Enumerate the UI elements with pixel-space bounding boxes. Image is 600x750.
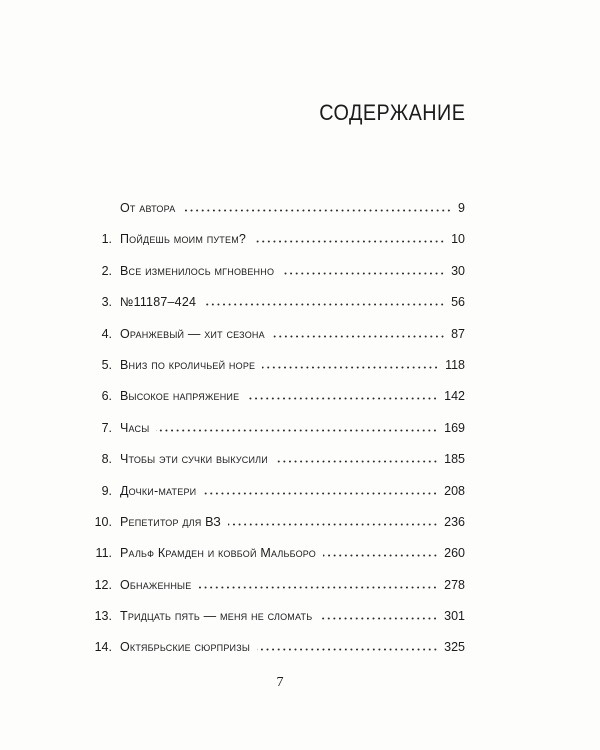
toc-entry (92, 381, 465, 412)
chapter-title: От автора (120, 201, 176, 215)
chapter-number: 11. (95, 546, 112, 561)
dot-leader (257, 648, 438, 651)
dot-leader (182, 209, 452, 212)
chapter-page: 142 (444, 389, 465, 404)
chapter-page: 208 (444, 483, 465, 498)
dot-leader (203, 492, 438, 495)
toc-entry (92, 444, 465, 475)
chapter-title: Часы (120, 420, 150, 435)
chapter-title: Репетитор для ВЗ (120, 514, 221, 529)
chapter-number: 12. (94, 577, 112, 592)
page-number: 7 (276, 675, 284, 690)
dot-leader (323, 554, 438, 557)
chapter-page: 30 (451, 263, 465, 278)
chapter-title: №11187–424 (120, 295, 197, 310)
page-title: СОДЕРЖАНИЕ (318, 100, 465, 125)
toc-entry (92, 193, 465, 224)
toc-entry (92, 256, 465, 287)
chapter-number: 1. (101, 232, 112, 247)
dot-leader (272, 335, 445, 338)
chapter-title: Вниз по кроличьей норе (120, 357, 256, 372)
dot-leader (228, 523, 438, 526)
toc-entry (92, 538, 465, 569)
toc-entry (92, 413, 465, 444)
chapter-page: 118 (445, 357, 465, 372)
toc-entry (92, 350, 465, 381)
chapter-page: 236 (444, 514, 465, 529)
chapter-number: 4. (101, 326, 112, 341)
chapter-title: Высокое напряжение (120, 389, 240, 404)
chapter-title: Обнаженные (120, 577, 192, 592)
chapter-number: 9. (101, 483, 112, 498)
chapter-page: 260 (444, 546, 465, 561)
chapter-title: Тридцать пять — меня не сломать (120, 609, 313, 624)
table-of-contents (92, 193, 465, 664)
chapter-page: 10 (451, 232, 465, 247)
dot-leader (253, 240, 445, 243)
chapter-page: 325 (444, 640, 465, 655)
dot-leader (281, 272, 445, 275)
chapter-page: 87 (451, 326, 465, 341)
chapter-title: Ральф Крамден и ковбой Мальборо (120, 546, 316, 561)
toc-entry (92, 601, 465, 632)
dot-leader (198, 586, 438, 589)
chapter-page: 278 (444, 577, 465, 592)
chapter-page: 9 (458, 201, 465, 215)
chapter-number: 14. (94, 640, 112, 655)
toc-entry (92, 319, 465, 350)
chapter-title: Пойдешь моим путем? (120, 232, 247, 247)
toc-entry (92, 507, 465, 538)
chapter-number: 7. (101, 420, 112, 435)
chapter-title: Все изменилось мгновенно (120, 263, 275, 278)
chapter-title: Оранжевый — хит сезона (120, 326, 265, 341)
toc-entry (92, 570, 465, 601)
dot-leader (262, 366, 439, 369)
chapter-page: 301 (444, 609, 465, 624)
dot-leader (203, 303, 445, 306)
dot-leader (319, 617, 438, 620)
toc-entry (92, 632, 465, 663)
chapter-number: 8. (101, 452, 112, 467)
chapter-number: 6. (101, 389, 112, 404)
chapter-title: Чтобы эти сучки выкусили (120, 452, 268, 467)
chapter-number: 5. (101, 357, 112, 372)
toc-entry (92, 476, 465, 507)
dot-leader (246, 397, 438, 400)
chapter-page: 169 (444, 420, 465, 435)
chapter-number: 2. (101, 263, 112, 278)
chapter-page: 185 (444, 452, 465, 467)
chapter-number: 10. (94, 514, 112, 529)
chapter-title: Октябрьские сюрпризы (120, 640, 251, 655)
dot-leader (275, 460, 438, 463)
dot-leader (156, 429, 438, 432)
toc-entry (92, 287, 465, 318)
chapter-number: 13. (94, 609, 112, 624)
chapter-title: Дочки-матери (120, 483, 197, 498)
chapter-number: 3. (101, 295, 112, 310)
toc-entry (92, 224, 465, 255)
chapter-page: 56 (451, 295, 465, 310)
